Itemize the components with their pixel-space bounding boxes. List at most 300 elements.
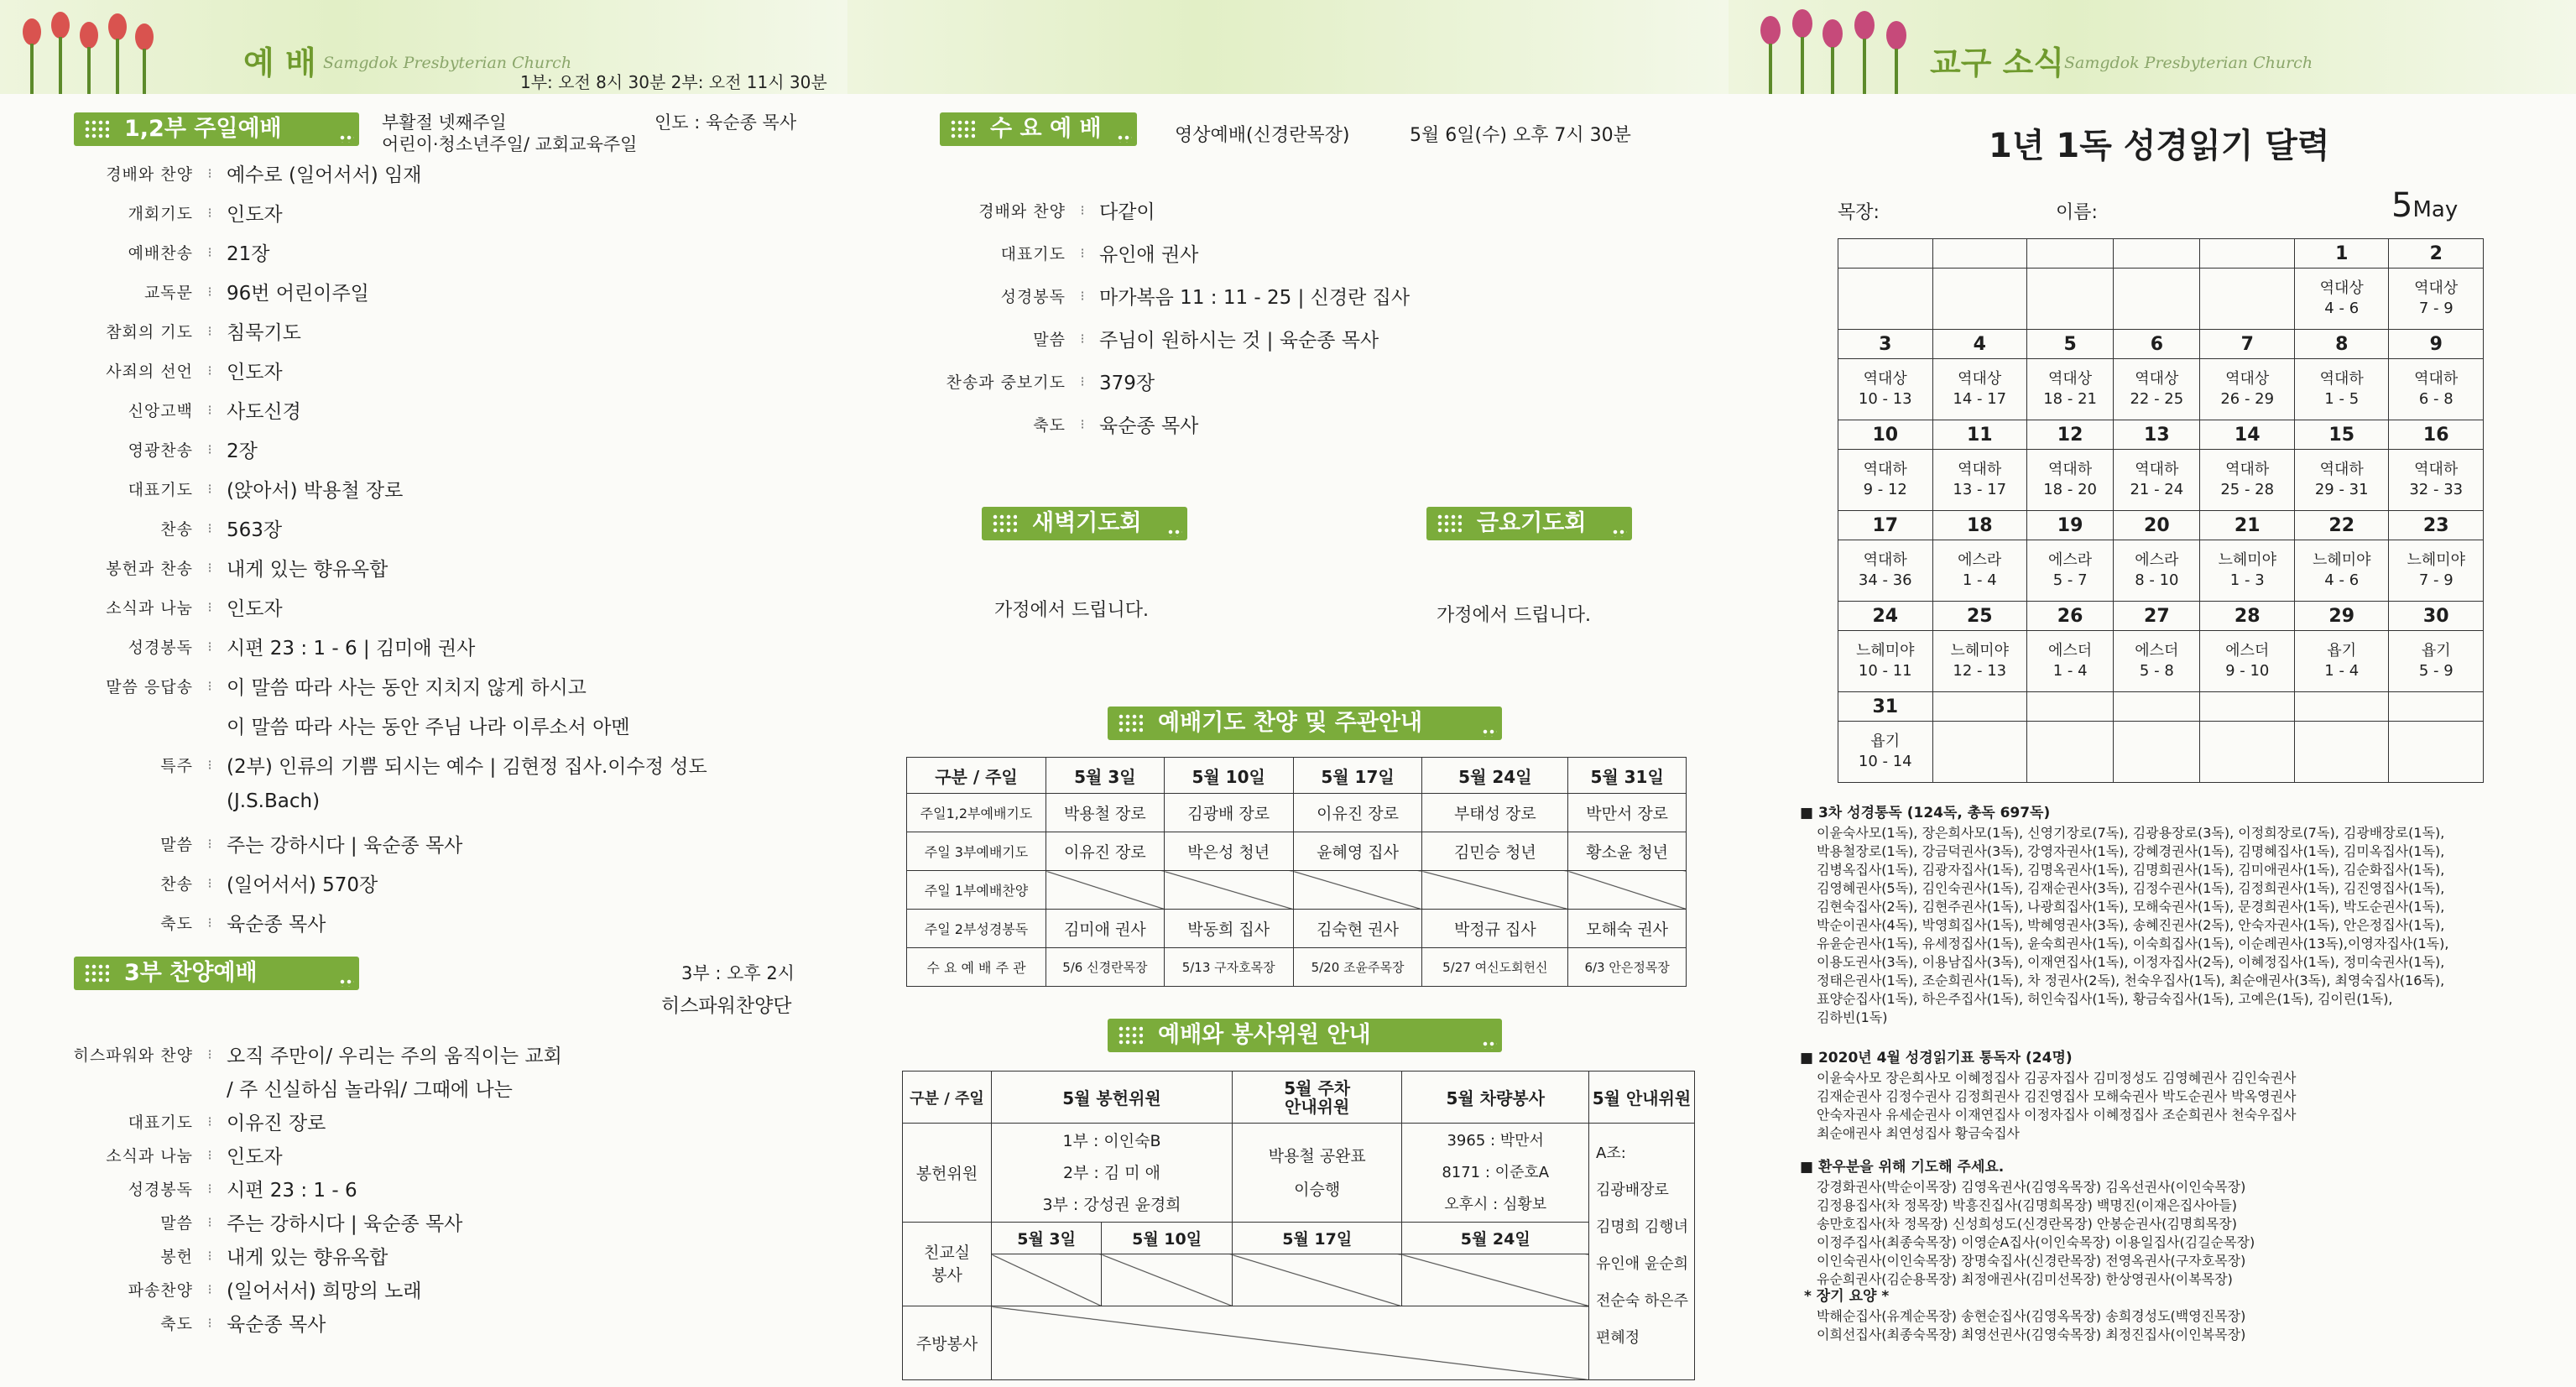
order-row <box>923 410 1198 438</box>
calendar-day: 2 <box>2389 239 2484 269</box>
note-line: 박용철장로(1독), 강금덕권사(3독), 강영자권사(1독), 강혜경권사(1독), 김명혜집사(1독), 김미옥집사(1독), <box>1817 843 2445 859</box>
calendar-reading <box>1838 722 1933 783</box>
service3-leader: 히스파워찬양단 <box>661 995 792 1017</box>
order-row <box>76 751 707 779</box>
order-value: 내게 있는 향유옥합 <box>227 1247 388 1269</box>
dawn-heading: 새벽기도회 <box>982 507 1187 540</box>
dots-icon <box>950 119 975 139</box>
prayer-heading: 예배기도 찬양 및 주관안내 <box>1108 707 1502 740</box>
reading-book: 에스더 <box>2225 641 2270 660</box>
order-value: 21장 <box>227 243 270 265</box>
separator-dots: ⁝ <box>207 362 212 378</box>
calendar-reading <box>2200 450 2295 511</box>
separator-dots: ⁝ <box>207 1248 212 1264</box>
reading-book: 느헤미야 <box>2218 550 2276 569</box>
dots-icon <box>1482 728 1497 737</box>
separator-dots: ⁝ <box>207 1113 212 1129</box>
prayer-row <box>907 794 1687 832</box>
order-label: 사죄의 선언 <box>106 362 193 381</box>
order-value: 주는 강하시다 | 육순종 목사 <box>227 1213 463 1235</box>
worship-banner <box>0 0 847 94</box>
calendar-reading <box>2200 359 2295 420</box>
calendar-day: 14 <box>2200 420 2295 450</box>
calendar-day: 29 <box>2294 602 2389 631</box>
reading-chapters: 1 - 4 <box>2052 662 2088 680</box>
dots-icon <box>1612 529 1627 537</box>
calendar-date-row <box>1838 602 2484 631</box>
prayer-cell <box>1293 871 1422 910</box>
prayer-cell: 윤혜영 집사 <box>1293 832 1422 871</box>
separator-dots: ⁝ <box>207 323 212 339</box>
calendar-day: 21 <box>2200 511 2295 540</box>
prayer-header-cell: 5월 10일 <box>1164 758 1293 794</box>
prayer-cell: 5/13 구자호목장 <box>1164 948 1293 987</box>
note-line: 박순이권사(4독), 박영희집사(1독), 박혜영권사(3독), 송혜진권사(2독), 안숙자권사(1독), 안은정집사(1독), <box>1817 917 2445 933</box>
reading-book: 욥기 <box>2327 641 2357 660</box>
order-value: (2부) 인류의 기쁨 되시는 예수 | 김현정 집사.이수정 성도 <box>227 756 707 778</box>
reading-chapters: 9 - 10 <box>2225 662 2270 680</box>
calendar-reading <box>2200 540 2295 602</box>
car-list: 3965 : 박만서 8171 : 이준호A 오후시 : 심황보 <box>1402 1124 1589 1223</box>
calendar-day: 10 <box>1838 420 1933 450</box>
calendar-reading <box>1932 540 2027 602</box>
order-label: 말씀 <box>160 836 193 854</box>
reading-chapters: 13 - 17 <box>1953 481 2007 498</box>
order-row <box>76 790 320 812</box>
prayer-header-cell: 5월 3일 <box>1046 758 1165 794</box>
service-col-header: 구분 / 주일 <box>903 1072 992 1124</box>
note-line: 강경화권사(박순이목장) 김영옥권사(김영옥목장) 김옥선권사(이인숙목장) <box>1817 1179 2246 1195</box>
reading-book: 역대상 <box>1863 369 1907 388</box>
calendar-reading <box>2027 631 2114 692</box>
separator-dots: ⁝ <box>207 1315 212 1331</box>
calendar-day: 23 <box>2389 511 2484 540</box>
dots-icon <box>84 119 109 139</box>
order-row <box>67 1074 513 1102</box>
prayer-header-cell: 5월 17일 <box>1293 758 1422 794</box>
order-label: 참회의 기도 <box>106 323 193 342</box>
reading-chapters: 5 - 7 <box>2052 571 2088 589</box>
offer-header: 5월 봉헌위원 <box>992 1072 1233 1124</box>
calendar-day <box>2200 239 2295 269</box>
service-table <box>902 1071 1695 1380</box>
order-label: 봉헌 <box>160 1248 193 1266</box>
prayer-cell: 박정규 집사 <box>1422 910 1568 948</box>
note-line: 정태은권사(1독), 조순희권사(1독), 차 정권사(2독), 천숙우집사(1독), 최순애권사(3독), 최영숙집사(16독), <box>1817 972 2445 988</box>
reading-book: 에스라 <box>2048 550 2093 569</box>
info-list: A조: 김광배장로 김명희 김행녀 유인애 윤순희 전순숙 하은주 편혜정 <box>1589 1124 1695 1380</box>
order-label: 축도 <box>1033 416 1066 435</box>
dots-icon <box>339 134 354 143</box>
reading-book: 욥기 <box>1870 732 1901 750</box>
service-heading: 예배와 봉사위원 안내 <box>1108 1019 1502 1052</box>
dots-icon <box>1118 1025 1143 1045</box>
calendar-reading <box>2389 540 2484 602</box>
guide-list: 박용철 공완표 이승행 <box>1232 1124 1401 1223</box>
order-row <box>76 554 388 581</box>
calendar-reading-row <box>1838 450 2484 511</box>
reading-book: 역대하 <box>1958 460 2002 478</box>
reading-chapters: 25 - 28 <box>2220 481 2275 498</box>
note-title: * 장기 요양 * <box>1804 1288 1890 1305</box>
note-line: 이희선집사(최종숙목장) 최영선권사(김영숙목장) 최정진집사(이인복목장) <box>1817 1327 2246 1343</box>
date-0: 5월 3일 <box>992 1223 1102 1254</box>
order-label: 소식과 나눔 <box>106 599 193 618</box>
order-label: 대표기도 <box>128 1113 193 1132</box>
separator-dots: ⁝ <box>207 1147 212 1163</box>
note-line: 김영혜권사(5독), 김인숙권사(1독), 김재순권사(3독), 김정수권사(1독), 김정희권사(1독), 김진영집사(1독), <box>1817 880 2445 896</box>
order-label: 히스파워와 찬양 <box>73 1046 193 1065</box>
reading-book: 역대하 <box>2135 460 2179 478</box>
separator-dots: ⁝ <box>1080 245 1085 261</box>
note-line: 유순희권사(김순용목장) 최정애권사(김미선목장) 한상영권사(이복목장) <box>1817 1271 2233 1287</box>
order-row <box>76 869 378 897</box>
wed-heading: 수 요 예 배 <box>940 112 1137 146</box>
order-row <box>923 325 1379 352</box>
calendar-day: 27 <box>2114 602 2200 631</box>
calendar-day: 9 <box>2389 330 2484 359</box>
order-label: 예배찬송 <box>128 244 193 263</box>
reading-chapters: 5 - 9 <box>2418 662 2453 680</box>
reading-chapters: 1 - 3 <box>2229 571 2265 589</box>
order-value: 563장 <box>227 519 283 541</box>
calendar-day: 7 <box>2200 330 2295 359</box>
prayer-cell: 주일 2부성경봉독 <box>907 910 1046 948</box>
separator-dots: ⁝ <box>207 284 212 300</box>
calendar-reading <box>2389 722 2484 783</box>
reading-chapters: 18 - 21 <box>2043 390 2097 408</box>
wed-sub: 영상예배(신경란목장) <box>1175 125 1350 146</box>
order-row <box>76 514 282 542</box>
calendar-reading <box>2200 722 2295 783</box>
calendar-reading <box>2294 269 2389 330</box>
dots-icon <box>1167 529 1182 537</box>
reading-chapters: 1 - 5 <box>2324 390 2360 408</box>
prayer-header-cell: 구분 / 주일 <box>907 758 1046 794</box>
calendar-day: 31 <box>1838 692 1933 722</box>
reading-book: 역대상 <box>2414 279 2459 297</box>
prayer-cell: 황소윤 청년 <box>1568 832 1687 871</box>
calendar-reading <box>1932 722 2027 783</box>
tulip-icon <box>8 7 168 94</box>
order-label: 신앙고백 <box>128 402 193 420</box>
order-value: 다같이 <box>1099 201 1155 223</box>
calendar-reading-row <box>1838 269 2484 330</box>
calendar-reading <box>2294 450 2389 511</box>
order-label: 말씀 응답송 <box>106 678 193 696</box>
calendar-day: 25 <box>1932 602 2027 631</box>
order-row <box>76 238 270 266</box>
month-label: 5May <box>2391 186 2459 225</box>
prayer-cell <box>1046 871 1165 910</box>
order-row <box>76 278 369 305</box>
calendar-day <box>2200 692 2295 722</box>
prayer-cell: 김민승 청년 <box>1422 832 1568 871</box>
prayer-row <box>907 832 1687 871</box>
prayer-cell: 주일1,2부예배기도 <box>907 794 1046 832</box>
order-row <box>67 1208 462 1236</box>
calendar-reading <box>2114 450 2200 511</box>
order-label: 경배와 찬양 <box>106 165 193 184</box>
order-label: 대표기도 <box>1000 245 1066 263</box>
info-header: 5월 안내위원 <box>1589 1072 1695 1124</box>
prayer-cell <box>1164 871 1293 910</box>
order-value: 예수로 (일어서서) 임재 <box>227 164 422 186</box>
calendar-reading <box>2114 540 2200 602</box>
calendar-day: 19 <box>2027 511 2114 540</box>
calendar-day: 30 <box>2389 602 2484 631</box>
calendar-reading-row <box>1838 540 2484 602</box>
middle-banner <box>847 0 1729 94</box>
dots-icon <box>1482 1040 1497 1049</box>
service3-time: 3부 : 오후 2시 <box>681 963 795 983</box>
order-row <box>67 1108 326 1135</box>
order-label: 개회기도 <box>128 205 193 223</box>
order-row <box>76 633 475 660</box>
calendar-day: 18 <box>1932 511 2027 540</box>
separator-dots: ⁝ <box>207 1181 212 1197</box>
district-subtitle: Samgdok Presbyterian Church <box>2064 54 2313 72</box>
reading-book: 역대하 <box>1863 460 1907 478</box>
offer-label: 봉헌위원 <box>903 1124 992 1223</box>
order-value: (앉아서) 박용철 장로 <box>227 480 404 502</box>
reading-chapters: 1 - 4 <box>1962 571 1997 589</box>
reading-chapters: 32 - 33 <box>2409 481 2464 498</box>
prayer-cell: 5/20 조윤주목장 <box>1293 948 1422 987</box>
separator-dots: ⁝ <box>207 402 212 418</box>
order-row <box>76 830 462 858</box>
prayer-cell: 수 요 예 배 주 관 <box>907 948 1046 987</box>
reading-book: 역대상 <box>1958 369 2002 388</box>
calendar-day <box>2114 692 2200 722</box>
order-value: 내게 있는 향유옥합 <box>227 559 388 581</box>
order-row <box>923 196 1155 224</box>
calendar-date-row <box>1838 692 2484 722</box>
prayer-table <box>906 757 1687 987</box>
service12-leader: 인도 : 육순종 목사 <box>654 112 797 133</box>
reading-book: 느헤미야 <box>1950 641 2010 660</box>
reading-book: 역대하 <box>2048 460 2093 478</box>
separator-dots: ⁝ <box>207 165 212 181</box>
reading-chapters: 6 - 8 <box>2418 390 2453 408</box>
order-value: 육순종 목사 <box>227 1314 326 1336</box>
dots-icon <box>1117 134 1132 143</box>
separator-dots: ⁝ <box>207 481 212 497</box>
note-line: 송만호집사(차 정목장) 신성희성도(신경란목장) 안봉순권사(김명희목장) <box>1817 1216 2237 1232</box>
prayer-table-header <box>907 758 1687 794</box>
order-value: 육순종 목사 <box>1099 415 1199 437</box>
separator-dots: ⁝ <box>1080 202 1085 218</box>
calendar-title: 1년 1독 성경읽기 달력 <box>1989 127 2330 165</box>
calendar-reading <box>1838 359 1933 420</box>
order-label: 찬송 <box>160 875 193 894</box>
prayer-cell: 부태성 장로 <box>1422 794 1568 832</box>
reading-chapters: 5 - 8 <box>2139 662 2174 680</box>
friday-heading: 금요기도회 <box>1426 507 1632 540</box>
order-row <box>76 712 630 739</box>
order-label: 찬송 <box>160 520 193 539</box>
calendar-day: 28 <box>2200 602 2295 631</box>
order-value: 주는 강하시다 | 육순종 목사 <box>227 835 463 857</box>
reading-chapters: 29 - 31 <box>2314 481 2369 498</box>
dawn-text: 가정에서 드립니다. <box>994 600 1150 621</box>
kitchen-label: 주방봉사 <box>903 1306 992 1380</box>
prayer-cell: 모해숙 권사 <box>1568 910 1687 948</box>
calendar-reading <box>1838 450 1933 511</box>
calendar-day <box>1932 239 2027 269</box>
prayer-cell: 주일 1부예배찬양 <box>907 871 1046 910</box>
prayer-cell: 이유진 장로 <box>1293 794 1422 832</box>
calendar-date-row <box>1838 511 2484 540</box>
calendar-day <box>2114 239 2200 269</box>
guide-header: 5월 주차 안내위원 <box>1232 1072 1401 1124</box>
calendar-day: 13 <box>2114 420 2200 450</box>
reading-book: 역대상 <box>2225 369 2270 388</box>
calendar-reading <box>2389 450 2484 511</box>
reading-chapters: 4 - 6 <box>2324 300 2360 317</box>
order-value: (일어서서) 570장 <box>227 874 378 896</box>
note-line: 이인숙권사(이인숙목장) 장명숙집사(신경란목장) 전영옥권사(구자호목장) <box>1817 1253 2246 1269</box>
reading-calendar <box>1838 238 2484 783</box>
separator-dots: ⁝ <box>207 875 212 891</box>
calendar-day: 3 <box>1838 330 1933 359</box>
order-label: 영광찬송 <box>128 441 193 460</box>
prayer-cell: 박만서 장로 <box>1568 794 1687 832</box>
prayer-cell <box>1568 871 1687 910</box>
service12-heading: 1,2부 주일예배 <box>74 112 359 146</box>
calendar-day: 15 <box>2294 420 2389 450</box>
order-row <box>67 1242 388 1270</box>
reading-chapters: 22 - 25 <box>2130 390 2184 408</box>
reading-chapters: 10 - 11 <box>1858 662 1912 680</box>
calendar-reading-row <box>1838 359 2484 420</box>
reading-chapters: 10 - 13 <box>1858 390 1912 408</box>
separator-dots: ⁝ <box>1080 373 1085 389</box>
separator-dots: ⁝ <box>207 244 212 260</box>
separator-dots: ⁝ <box>1080 416 1085 432</box>
friday-text: 가정에서 드립니다. <box>1437 605 1592 626</box>
reading-chapters: 21 - 24 <box>2130 481 2184 498</box>
service12-info2: 어린이·청소년주일/ 교회교육주일 <box>382 134 638 154</box>
reading-book: 역대하 <box>2414 369 2459 388</box>
note-line: 김병옥집사(1독), 김광자집사(1독), 김명옥권사(1독), 김명희권사(1독), 김미애권사(1독), 김순화집사(1독), <box>1817 862 2445 878</box>
note-line: 표양순집사(1독), 하은주집사(1독), 허인숙집사(1독), 황금숙집사(1독), 고예은(1독), 김이린(1독), <box>1817 991 2393 1007</box>
calendar-day: 20 <box>2114 511 2200 540</box>
order-label: 말씀 <box>1033 331 1066 349</box>
order-value: 인도자 <box>227 598 283 620</box>
note-line: 김재순권사 김정수권사 김정희권사 김진영집사 모해숙권사 박도순권사 박옥영권사 <box>1817 1088 2297 1104</box>
dots-icon <box>1437 514 1462 534</box>
calendar-day: 12 <box>2027 420 2114 450</box>
prayer-row <box>907 910 1687 948</box>
calendar-reading <box>2027 269 2114 330</box>
empty-cell <box>992 1306 1589 1380</box>
reading-book: 역대하 <box>2319 460 2364 478</box>
service12-info1: 부활절 넷째주일 <box>382 112 507 133</box>
calendar-reading <box>2294 722 2389 783</box>
calendar-reading <box>1932 450 2027 511</box>
calendar-reading <box>1932 631 2027 692</box>
prayer-row <box>907 948 1687 987</box>
calendar-day: 16 <box>2389 420 2484 450</box>
order-row <box>923 368 1155 395</box>
calendar-day <box>1932 692 2027 722</box>
order-label: 축도 <box>160 1315 193 1333</box>
separator-dots: ⁝ <box>207 560 212 576</box>
prayer-row <box>907 871 1687 910</box>
note-line: 최순애권사 최연성집사 황금숙집사 <box>1817 1125 2021 1141</box>
order-value: (일어서서) 희망의 노래 <box>227 1280 422 1302</box>
offer-list: 1부 : 이인숙B 2부 : 김 미 애 3부 : 강성권 윤경희 <box>992 1124 1233 1223</box>
note-line: 이윤숙사모 장은희사모 이혜정집사 김공자집사 김미정성도 김영혜권사 김인숙권사 <box>1817 1070 2297 1086</box>
order-value: 시편 23 : 1 - 6 | 김미애 권사 <box>227 638 476 660</box>
order-value: 침묵기도 <box>227 322 301 344</box>
separator-dots: ⁝ <box>207 599 212 615</box>
order-row <box>76 475 403 503</box>
calendar-day: 6 <box>2114 330 2200 359</box>
district-banner <box>1729 0 2576 94</box>
note-line: 유윤순권사(1독), 유세정집사(1독), 윤숙희권사(1독), 이숙희집사(1독), 이순례권사(13독),이영자집사(1독), <box>1817 936 2449 952</box>
service3-heading: 3부 찬양예배 <box>74 957 359 990</box>
order-row <box>76 199 283 227</box>
calendar-reading <box>2294 631 2389 692</box>
order-row <box>67 1309 326 1337</box>
order-value: 인도자 <box>227 1146 283 1168</box>
prayer-header-cell: 5월 31일 <box>1568 758 1687 794</box>
separator-dots: ⁝ <box>207 1281 212 1297</box>
order-row <box>76 396 301 424</box>
reading-book: 역대하 <box>2414 460 2459 478</box>
order-row <box>76 672 587 700</box>
separator-dots: ⁝ <box>207 836 212 852</box>
calendar-reading <box>2294 359 2389 420</box>
prayer-cell: 5/27 여신도회헌신 <box>1422 948 1568 987</box>
calendar-reading-row <box>1838 722 2484 783</box>
order-row <box>67 1141 283 1169</box>
prayer-cell: 이유진 장로 <box>1046 832 1165 871</box>
dots-icon <box>84 963 109 983</box>
order-label: 교독문 <box>143 284 193 302</box>
note-line: 김현숙집사(2독), 김현주권사(1독), 나광희집사(1독), 모해숙권사(1독), 문경희권사(1독), 박도순권사(1독), <box>1817 899 2445 915</box>
calendar-day: 8 <box>2294 330 2389 359</box>
order-row <box>923 239 1198 267</box>
fellowship-label: 친교실 봉사 <box>903 1223 992 1306</box>
calendar-reading <box>2200 269 2295 330</box>
order-row <box>76 435 258 463</box>
order-row <box>76 909 326 936</box>
reading-book: 느헤미야 <box>2312 550 2371 569</box>
prayer-cell: 박동희 집사 <box>1164 910 1293 948</box>
order-label: 성경봉독 <box>128 1181 193 1199</box>
order-row <box>67 1175 357 1202</box>
calendar-reading <box>2027 540 2114 602</box>
order-value: 96번 어린이주일 <box>227 283 369 305</box>
calendar-reading <box>2200 631 2295 692</box>
order-label: 찬송과 중보기도 <box>946 373 1066 392</box>
calendar-day <box>2294 692 2389 722</box>
order-label: 성경봉독 <box>128 639 193 657</box>
calendar-date-row <box>1838 330 2484 359</box>
calendar-reading <box>2027 722 2114 783</box>
order-value: 유인애 권사 <box>1099 244 1199 266</box>
empty-cell <box>1402 1254 1589 1306</box>
reading-book: 에스라 <box>1958 550 2002 569</box>
reading-book: 역대상 <box>2048 369 2093 388</box>
reading-chapters: 1 - 4 <box>2324 662 2360 680</box>
order-value: 이유진 장로 <box>227 1113 326 1134</box>
worship-subtitle: Samgdok Presbyterian Church <box>323 54 572 72</box>
reading-chapters: 14 - 17 <box>1953 390 2007 408</box>
